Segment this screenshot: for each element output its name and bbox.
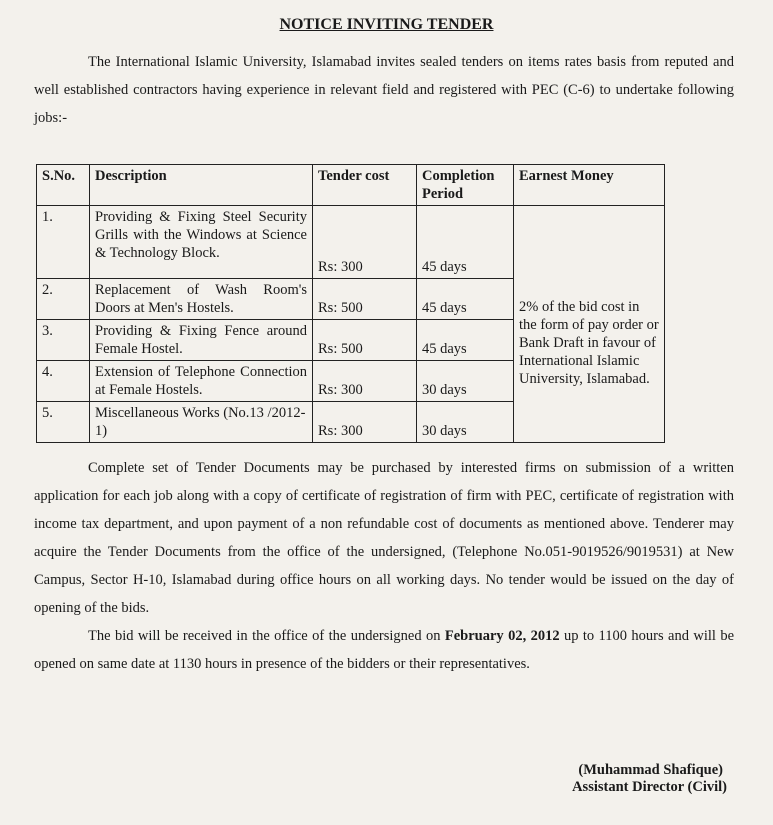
- row-cost: Rs: 300: [313, 361, 417, 402]
- row-sno: 2.: [37, 279, 90, 320]
- row-sno: 5.: [37, 402, 90, 443]
- row-period: 30 days: [417, 402, 514, 443]
- row-sno: 3.: [37, 320, 90, 361]
- bid-date: February 02, 2012: [444, 628, 560, 644]
- row-cost: Rs: 500: [313, 279, 417, 320]
- row-cost: Rs: 500: [313, 320, 417, 361]
- row-cost: Rs: 300: [313, 402, 417, 443]
- signatory-name: (Muhammad Shafique): [578, 762, 723, 778]
- intro-paragraph: [34, 48, 734, 132]
- tender-table: [36, 164, 665, 443]
- bid-paragraph: [34, 622, 734, 678]
- bid-text-before: The bid will be received in the office of the undersigned on: [88, 628, 445, 644]
- row-period: 45 days: [417, 279, 514, 320]
- documents-paragraph: [34, 454, 734, 622]
- row-cost: Rs: 300: [313, 206, 417, 279]
- row-period: 45 days: [417, 206, 514, 279]
- header-sno: S.No.: [37, 165, 90, 206]
- row-period: 45 days: [417, 320, 514, 361]
- header-money: Earnest Money: [514, 165, 665, 206]
- earnest-money-cell: 2% of the bid cost in the form of pay order or Bank Draft in favour of International Islamic University, Islamabad.: [514, 206, 665, 443]
- intro-text: The International Islamic University, Islamabad invites sealed tenders on items rates basis from reputed and well established contractors having experience in relevant field and registered with PEC (C-6) to undertake following jobs:-: [34, 54, 734, 126]
- row-description: Extension of Telephone Connection at Female Hostels.: [90, 361, 313, 402]
- documents-text: Complete set of Tender Documents may be purchased by interested firms on submission of a written application for each job along with a copy of certificate of registration of firm with PEC, certificate of registration with income tax department, and upon payment of a non refundable cost of documents as mentioned above. Tenderer may acquire the Tender Documents from the office of the undersigned, (Telephone No.051-9019526/9019531) at New Campus, Sector H-10, Islamabad during office hours on all working days. No tender would be issued on the day of opening of the bids.: [34, 460, 734, 616]
- row-description: Miscellaneous Works (No.13 /2012-1): [90, 402, 313, 443]
- notice-title: NOTICE INVITING TENDER: [279, 16, 494, 33]
- table-row: [37, 206, 665, 279]
- header-cost: Tender cost: [313, 165, 417, 206]
- signatory-designation: Assistant Director (Civil): [572, 779, 727, 795]
- row-period: 30 days: [417, 361, 514, 402]
- signature-block: [572, 762, 727, 796]
- row-description: Replacement of Wash Room's Doors at Men's Hostels.: [90, 279, 313, 320]
- header-period: Completion Period: [417, 165, 514, 206]
- row-sno: 4.: [37, 361, 90, 402]
- table-header-row: [37, 165, 665, 206]
- row-description: Providing & Fixing Fence around Female Hostel.: [90, 320, 313, 361]
- row-description: Providing & Fixing Steel Security Grills with the Windows at Science & Technology Block.: [90, 206, 313, 279]
- header-description: Description: [90, 165, 313, 206]
- bid-text-after: up to 1100 hours and will be opened on same date at 1130 hours in presence of the bidders or their representatives.: [34, 628, 735, 672]
- row-sno: 1.: [37, 206, 90, 279]
